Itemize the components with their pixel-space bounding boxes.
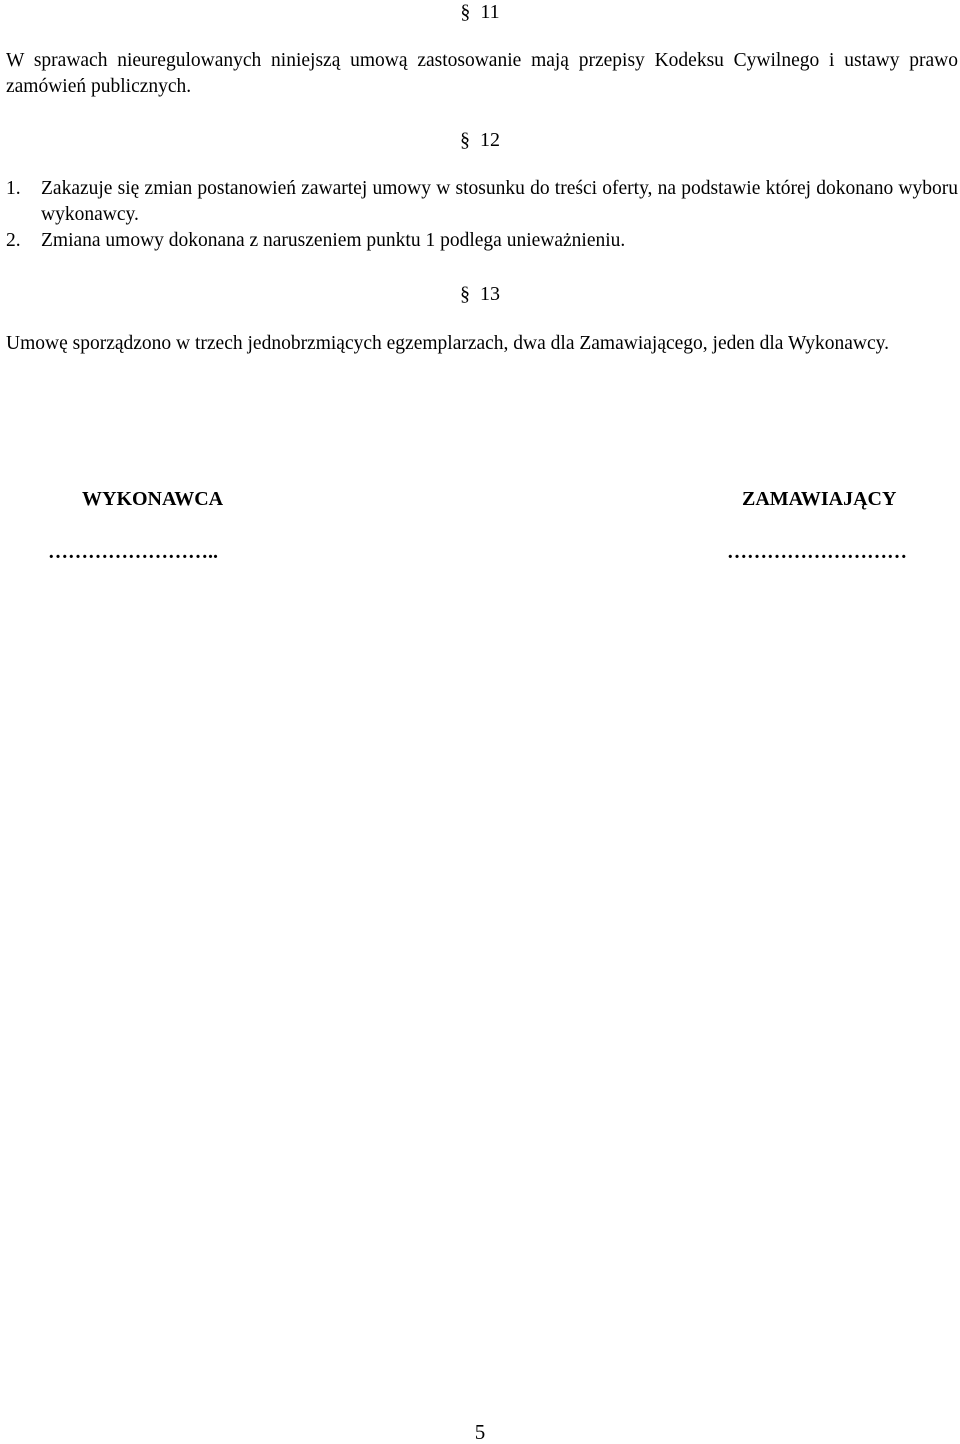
section-number: 13 <box>480 283 500 305</box>
section-12-heading <box>0 128 960 152</box>
list-item <box>6 228 958 254</box>
section-number: 11 <box>480 1 500 23</box>
list-item-number: 1. <box>6 178 21 199</box>
list-item-text: Zmiana umowy dokonana z naruszeniem punktu 1 podlega unieważnieniu. <box>41 230 626 251</box>
list-item-number: 2. <box>6 230 21 251</box>
contractor-signature-line: …………………….. <box>48 541 218 563</box>
page-number: 5 <box>474 1420 486 1444</box>
section-13-heading <box>0 282 960 306</box>
section-mark: § <box>460 129 470 151</box>
section-number: 12 <box>480 129 500 151</box>
employer-signature-line: ……………………… <box>727 541 907 563</box>
list-item <box>6 176 958 228</box>
section-12-list <box>6 176 958 254</box>
contractor-label: WYKONAWCA <box>82 488 224 510</box>
section-11-text: W sprawach nieuregulowanych niniejszą umową zastosowanie mają przepisy Kodeksu Cywilnego i ustawy prawo zamówień publicznych. <box>6 50 958 97</box>
section-11-heading <box>0 0 960 24</box>
section-mark: § <box>460 283 470 305</box>
section-13-text: Umowę sporządzono w trzech jednobrzmiących egzemplarzach, dwa dla Zamawiającego, jeden dla Wykonawcy. <box>6 333 889 354</box>
list-item-text: Zakazuje się zmian postanowień zawartej umowy w stosunku do treści oferty, na podstawie której dokonano wyboru wykonawcy. <box>41 178 958 225</box>
employer-label: ZAMAWIAJĄCY <box>742 488 897 510</box>
section-mark: § <box>460 1 471 23</box>
